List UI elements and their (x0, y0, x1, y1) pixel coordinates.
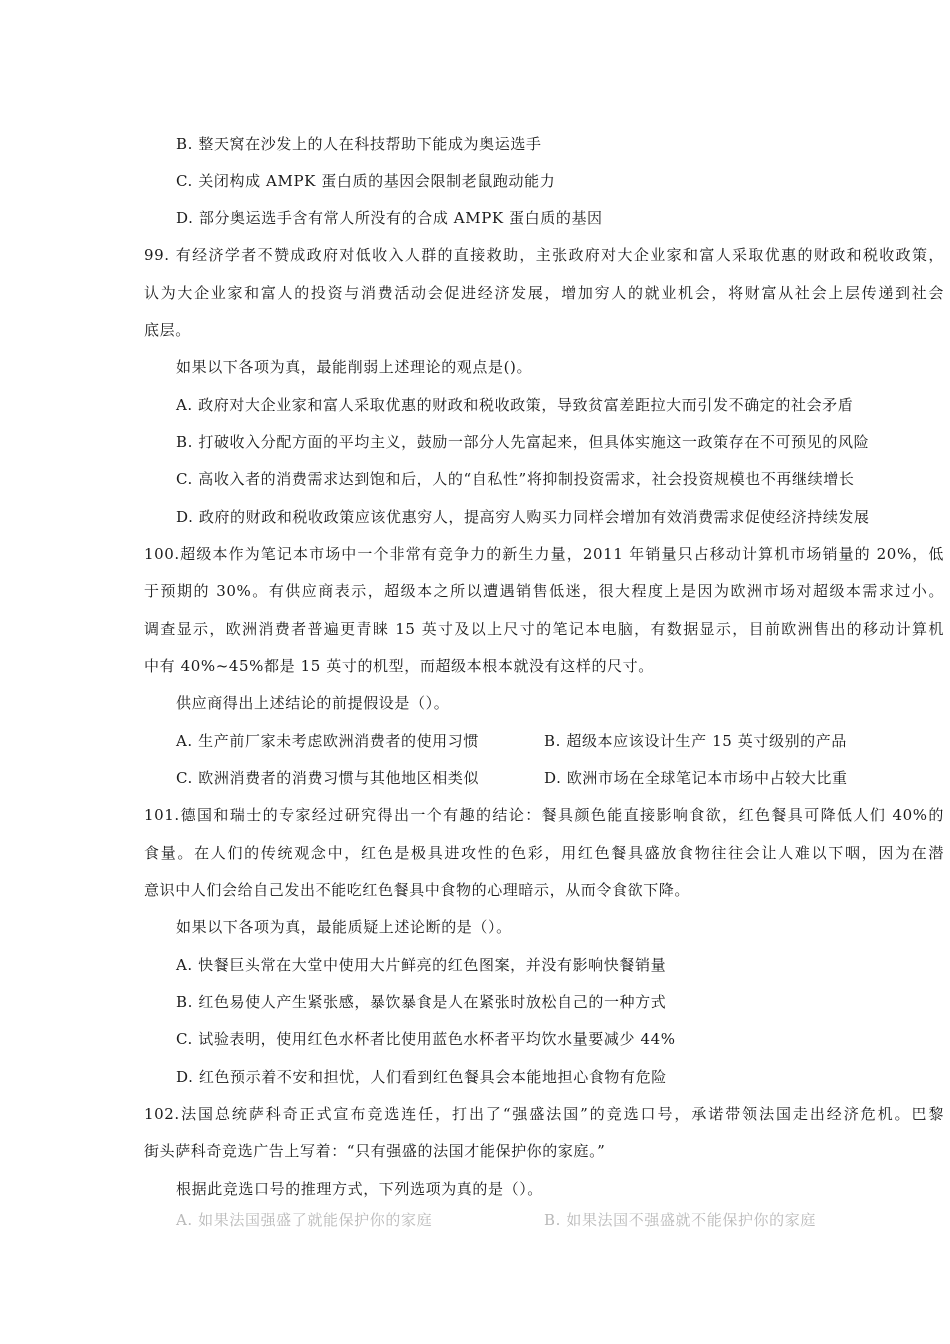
q98-option-d: D. 部分奥运选手含有常人所没有的合成 AMPK 蛋白质的基因 (176, 209, 603, 227)
q98-option-c: C. 关闭构成 AMPK 蛋白质的基因会限制老鼠跑动能力 (176, 172, 556, 190)
q99-option-d: D. 政府的财政和税收政策应该优惠穷人，提高穷人购买力同样会增加有效消费需求促使经济持续发展 (176, 508, 870, 526)
q100-option-a: A. 生产前厂家未考虑欧洲消费者的使用习惯 (176, 732, 479, 750)
q99-stem-line-3: 底层。 (144, 321, 191, 339)
q100-stem-line-4: 中有 40%~45%都是 15 英寸的机型，而超级本根本就没有这样的尺寸。 (144, 657, 654, 675)
q101-stem-line-3: 意识中人们会给自己发出不能吃红色餐具中食物的心理暗示，从而令食欲下降。 (144, 881, 691, 899)
q99-option-c: C. 高收入者的消费需求达到饱和后，人的“自私性”将抑制投资需求，社会投资规模也不再继续增长 (176, 470, 855, 488)
q100-question: 供应商得出上述结论的前提假设是（）。 (176, 694, 450, 712)
q99-question: 如果以下各项为真，最能削弱上述理论的观点是()。 (176, 358, 533, 376)
q101-option-c: C. 试验表明，使用红色水杯者比使用蓝色水杯者平均饮水量要减少 44% (176, 1030, 676, 1048)
q100-option-c: C. 欧洲消费者的消费习惯与其他地区相类似 (176, 769, 480, 787)
q100-stem-line-2: 于预期的 30%。有供应商表示，超级本之所以遭遇销售低迷，很大程度上是因为欧洲市场对超级本需求过小。 (144, 582, 944, 600)
q101-option-b: B. 红色易使人产生紧张感，暴饮暴食是人在紧张时放松自己的一种方式 (176, 993, 667, 1011)
q100-option-b: B. 超级本应该设计生产 15 英寸级别的产品 (544, 732, 847, 750)
q100-stem-line-3: 调查显示，欧洲消费者普遍更青睐 15 英寸及以上尺寸的笔记本电脑，有数据显示，目前欧洲售出的移动计算机 (144, 620, 944, 638)
q101-question: 如果以下各项为真，最能质疑上述论断的是（）。 (176, 918, 512, 936)
q102-stem-line-1: 102.法国总统萨科奇正式宣布竞选连任，打出了“强盛法国”的竞选口号，承诺带领法国走出经济危机。巴黎 (144, 1105, 944, 1123)
q100-option-d: D. 欧洲市场在全球笔记本市场中占较大比重 (544, 769, 848, 787)
q102-option-a-cutoff: A. 如果法国强盛了就能保护你的家庭 (176, 1211, 433, 1229)
q101-option-a: A. 快餐巨头常在大堂中使用大片鲜亮的红色图案，并没有影响快餐销量 (176, 956, 667, 974)
q98-option-b: B. 整天窝在沙发上的人在科技帮助下能成为奥运选手 (176, 135, 542, 153)
q99-option-a: A. 政府对大企业家和富人采取优惠的财政和税收政策，导致贫富差距拉大而引发不确定的社会矛盾 (176, 396, 854, 414)
q99-option-b: B. 打破收入分配方面的平均主义，鼓励一部分人先富起来，但具体实施这一政策存在不可预见的风险 (176, 433, 870, 451)
q99-stem-line-1: 99. 有经济学者不赞成政府对低收入人群的直接救助，主张政府对大企业家和富人采取优惠的财政和税收政策， (144, 246, 944, 264)
q101-option-d: D. 红色预示着不安和担忧，人们看到红色餐具会本能地担心食物有危险 (176, 1068, 667, 1086)
q101-stem-line-1: 101.德国和瑞士的专家经过研究得出一个有趣的结论：餐具颜色能直接影响食欲，红色餐具可降低人们 40%的 (144, 806, 944, 824)
q102-stem-line-2: 街头萨科奇竞选广告上写着：“只有强盛的法国才能保护你的家庭。” (144, 1142, 606, 1160)
q99-stem-line-2: 认为大企业家和富人的投资与消费活动会促进经济发展，增加穷人的就业机会，将财富从社会上层传递到社会 (144, 284, 944, 302)
q100-stem-line-1: 100.超级本作为笔记本市场中一个非常有竞争力的新生力量，2011 年销量只占移动计算机市场销量的 20%，低 (144, 545, 944, 563)
q102-question: 根据此竞选口号的推理方式，下列选项为真的是（）。 (176, 1180, 543, 1198)
page-cutoff-strip (0, 1210, 950, 1229)
q102-option-b-cutoff: B. 如果法国不强盛就不能保护你的家庭 (544, 1211, 816, 1229)
q101-stem-line-2: 食量。在人们的传统观念中，红色是极具进攻性的色彩，用红色餐具盛放食物往往会让人难以下咽，因为在潜 (144, 844, 944, 862)
